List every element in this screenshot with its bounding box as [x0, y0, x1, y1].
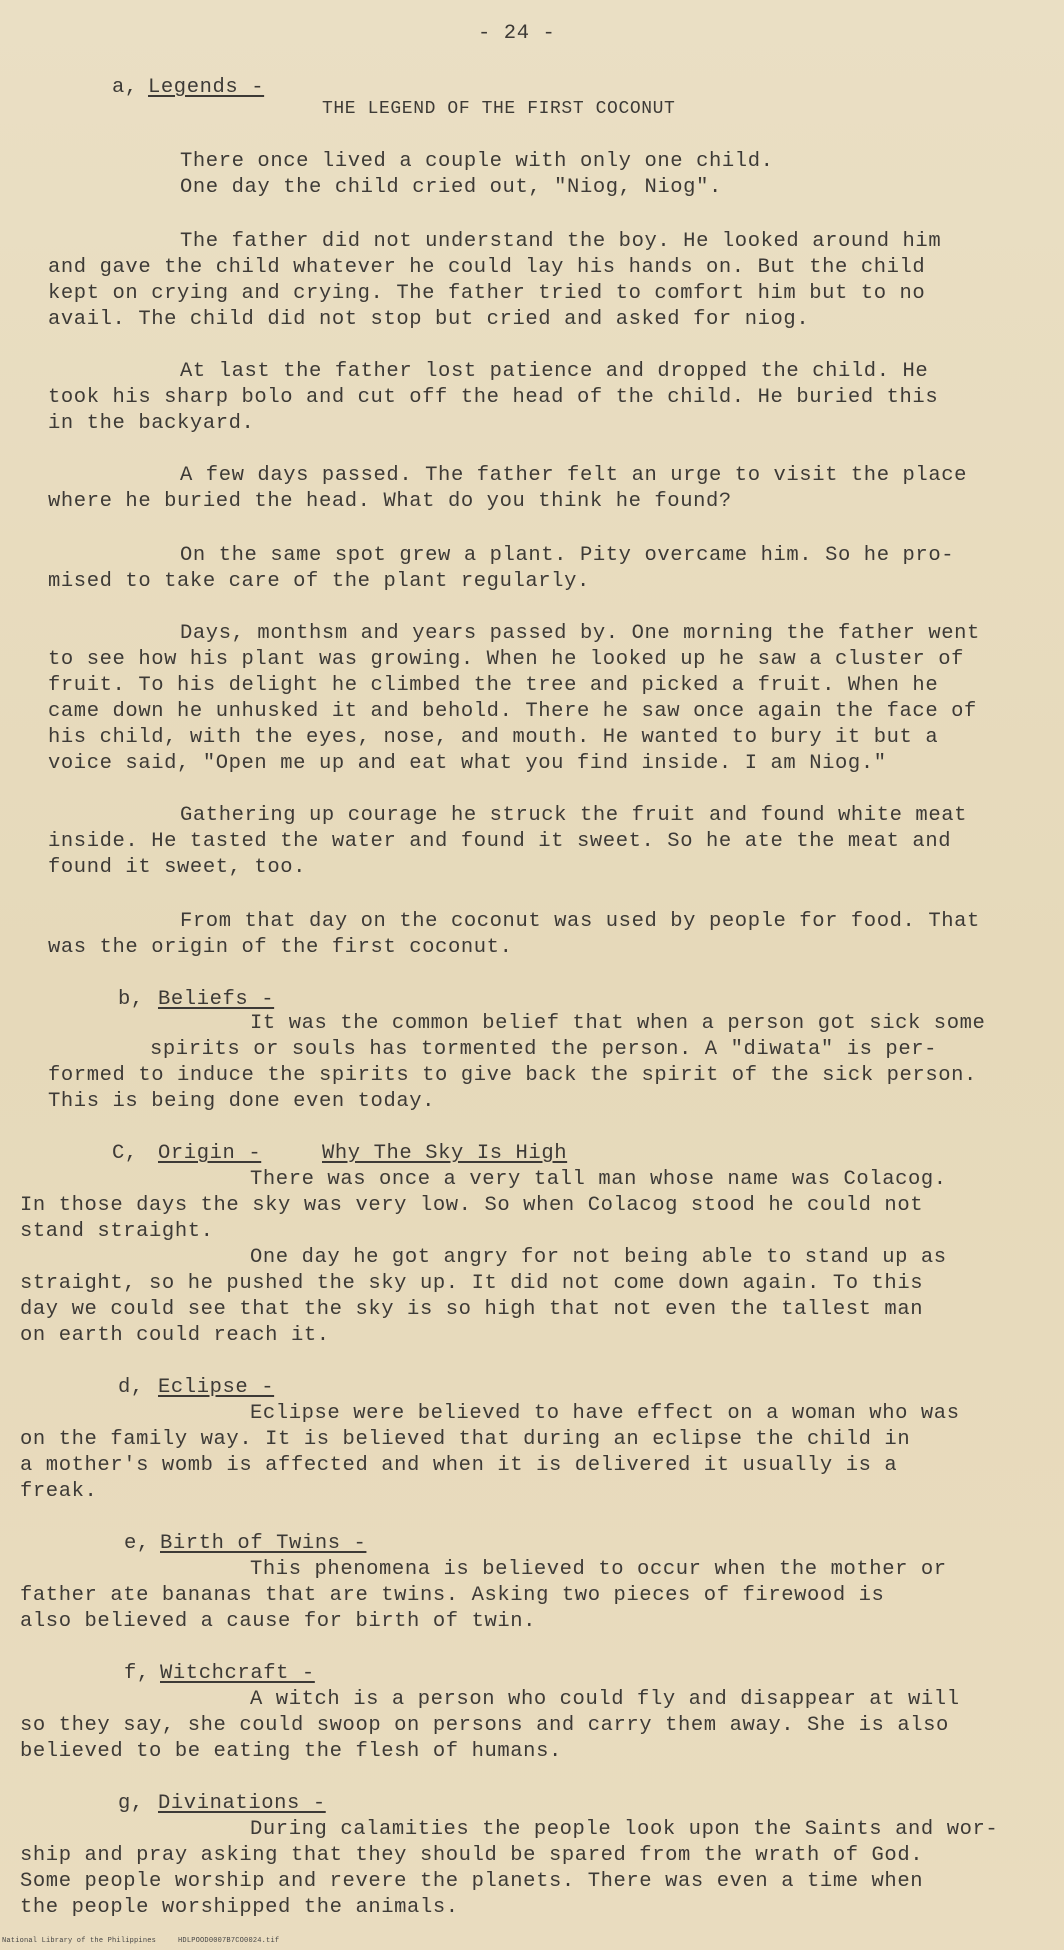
- text-line: A few days passed. The father felt an urge to visit the place: [180, 464, 968, 487]
- section-heading: Beliefs -: [158, 988, 275, 1011]
- section-heading: Witchcraft -: [160, 1662, 315, 1685]
- text-line: came down he unhusked it and behold. There he saw once again the face of: [48, 700, 977, 723]
- legend-title: THE LEGEND OF THE FIRST COCONUT: [322, 99, 676, 119]
- text-line: This is being done even today.: [48, 1090, 436, 1113]
- text-line: One day the child cried out, "Niog, Niog".: [180, 176, 722, 199]
- text-line: in the backyard.: [48, 412, 255, 435]
- text-line: voice said, "Open me up and eat what you find inside. I am Niog.": [48, 752, 887, 775]
- text-line: took his sharp bolo and cut off the head of the child. He buried this: [48, 386, 939, 409]
- text-line: fruit. To his delight he climbed the tree and picked a fruit. When he: [48, 674, 939, 697]
- text-line: In those days the sky was very low. So when Colacog stood he could not: [20, 1194, 924, 1217]
- page-number: - 24 -: [478, 22, 556, 45]
- section-marker: d,: [118, 1376, 144, 1399]
- text-line: on earth could reach it.: [20, 1324, 330, 1347]
- text-line: also believed a cause for birth of twin.: [20, 1610, 537, 1633]
- text-line: his child, with the eyes, nose, and mouth. He wanted to bury it but a: [48, 726, 939, 749]
- section-heading: Origin -: [158, 1142, 262, 1165]
- text-line: On the same spot grew a plant. Pity overcame him. So he pro-: [180, 544, 955, 567]
- text-line: on the family way. It is believed that during an eclipse the child in: [20, 1428, 911, 1451]
- text-line: Eclipse were believed to have effect on a woman who was: [250, 1402, 960, 1425]
- section-marker: f,: [124, 1662, 150, 1685]
- section-marker: g,: [118, 1792, 144, 1815]
- text-line: day we could see that the sky is so high that not even the tallest man: [20, 1298, 924, 1321]
- origin-story-title: Why The Sky Is High: [322, 1142, 568, 1165]
- text-line: This phenomena is believed to occur when the mother or: [250, 1558, 947, 1581]
- section-heading: Legends -: [148, 76, 265, 99]
- text-line: During calamities the people look upon the Saints and wor-: [250, 1818, 999, 1841]
- text-line: where he buried the head. What do you think he found?: [48, 490, 732, 513]
- text-line: freak.: [20, 1480, 98, 1503]
- text-line: the people worshipped the animals.: [20, 1896, 459, 1919]
- text-line: Days, monthsm and years passed by. One morning the father went: [180, 622, 980, 645]
- text-line: to see how his plant was growing. When he looked up he saw a cluster of: [48, 648, 965, 671]
- text-line: a mother's womb is affected and when it is delivered it usually is a: [20, 1454, 898, 1477]
- section-heading: Birth of Twins -: [160, 1532, 367, 1555]
- text-line: avail. The child did not stop but cried and asked for niog.: [48, 308, 810, 331]
- text-line: From that day on the coconut was used by people for food. That: [180, 910, 980, 933]
- text-line: kept on crying and crying. The father tried to comfort him but to no: [48, 282, 926, 305]
- text-line: The father did not understand the boy. He looked around him: [180, 230, 942, 253]
- text-line: and gave the child whatever he could lay his hands on. But the child: [48, 256, 926, 279]
- section-marker: b,: [118, 988, 144, 1011]
- text-line: believed to be eating the flesh of humans.: [20, 1740, 562, 1763]
- footer-caption: National Library of the Philippines HDLPOOD0007B7CO0024.tif: [2, 1937, 280, 1945]
- section-heading: Eclipse -: [158, 1376, 275, 1399]
- text-line: There once lived a couple with only one child.: [180, 150, 774, 173]
- text-line: One day he got angry for not being able to stand up as: [250, 1246, 947, 1269]
- text-line: Gathering up courage he struck the fruit and found white meat: [180, 804, 968, 827]
- text-line: mised to take care of the plant regularly.: [48, 570, 590, 593]
- text-line: formed to induce the spirits to give back the spirit of the sick person.: [48, 1064, 977, 1087]
- section-marker: e,: [124, 1532, 150, 1555]
- text-line: It was the common belief that when a person got sick some: [250, 1012, 986, 1035]
- text-line: Some people worship and revere the planets. There was even a time when: [20, 1870, 924, 1893]
- section-marker: C,: [112, 1142, 138, 1165]
- text-line: There was once a very tall man whose name was Colacog.: [250, 1168, 947, 1191]
- text-line: was the origin of the first coconut.: [48, 936, 513, 959]
- text-line: stand straight.: [20, 1220, 214, 1243]
- text-line: straight, so he pushed the sky up. It did not come down again. To this: [20, 1272, 924, 1295]
- text-line: inside. He tasted the water and found it sweet. So he ate the meat and: [48, 830, 952, 853]
- text-line: A witch is a person who could fly and disappear at will: [250, 1688, 960, 1711]
- text-line: At last the father lost patience and dropped the child. He: [180, 360, 929, 383]
- section-marker: a,: [112, 76, 138, 99]
- text-line: found it sweet, too.: [48, 856, 307, 879]
- text-line: ship and pray asking that they should be spared from the wrath of God.: [20, 1844, 924, 1867]
- text-line: so they say, she could swoop on persons and carry them away. She is also: [20, 1714, 949, 1737]
- text-line: father ate bananas that are twins. Asking two pieces of firewood is: [20, 1584, 885, 1607]
- section-heading: Divinations -: [158, 1792, 326, 1815]
- text-line: spirits or souls has tormented the person. A "diwata" is per-: [150, 1038, 938, 1061]
